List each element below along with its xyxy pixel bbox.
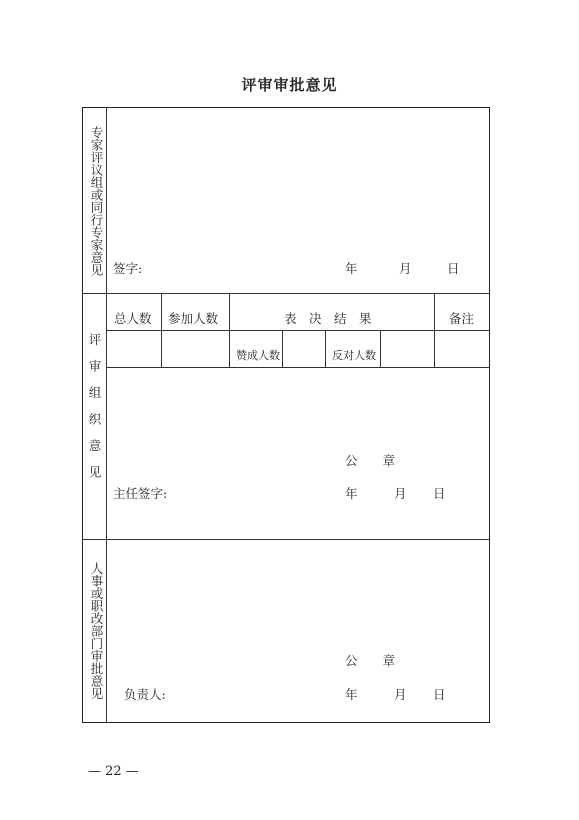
table-top-border [82,107,490,108]
subheader-oppose: 反对人数 [332,349,376,362]
section3-signature-label: 负责人: [124,687,166,702]
section1-day: 日 [447,261,460,276]
section2-bottom-border [82,539,490,540]
vote-row-bottom [106,367,490,368]
section2-label: 评审组织意见 [87,332,102,492]
section3-label: 人事或职改部门审批意见 [89,562,104,700]
header-result: 表 决 结 果 [284,311,372,326]
section3-seal: 公 章 [345,653,396,668]
vote-col-4 [325,330,326,368]
section2-year: 年 [345,486,358,501]
label-column-divider [106,107,107,723]
page-number: — 22 — [88,764,139,779]
section2-month: 月 [394,486,407,501]
section1-year: 年 [345,261,358,276]
vote-col-3 [282,330,283,368]
section3-month: 月 [394,687,407,702]
header-attend: 参加人数 [168,311,219,326]
section2-seal: 公 章 [345,453,396,468]
section3-day: 日 [433,687,446,702]
section1-bottom-border [82,293,490,294]
section3-year: 年 [345,687,358,702]
vote-col-6 [434,293,435,368]
vote-header-bottom [106,330,490,331]
table-left-border [82,107,83,723]
vote-col-5 [380,330,381,368]
section2-signature-label: 主任签字: [113,486,168,501]
page-title: 评审审批意见 [241,76,338,94]
vote-col-2 [229,293,230,368]
section2-day: 日 [433,486,446,501]
header-note: 备注 [449,311,475,326]
section1-signature-label: 签字: [113,261,143,276]
vote-col-1 [161,293,162,368]
section1-month: 月 [399,261,412,276]
section1-label: 专家评议组或同行专家意见 [89,126,104,276]
subheader-approve: 赞成人数 [236,349,280,362]
header-total: 总人数 [114,311,152,326]
table-right-border [489,107,490,723]
table-bottom-border [82,722,490,723]
